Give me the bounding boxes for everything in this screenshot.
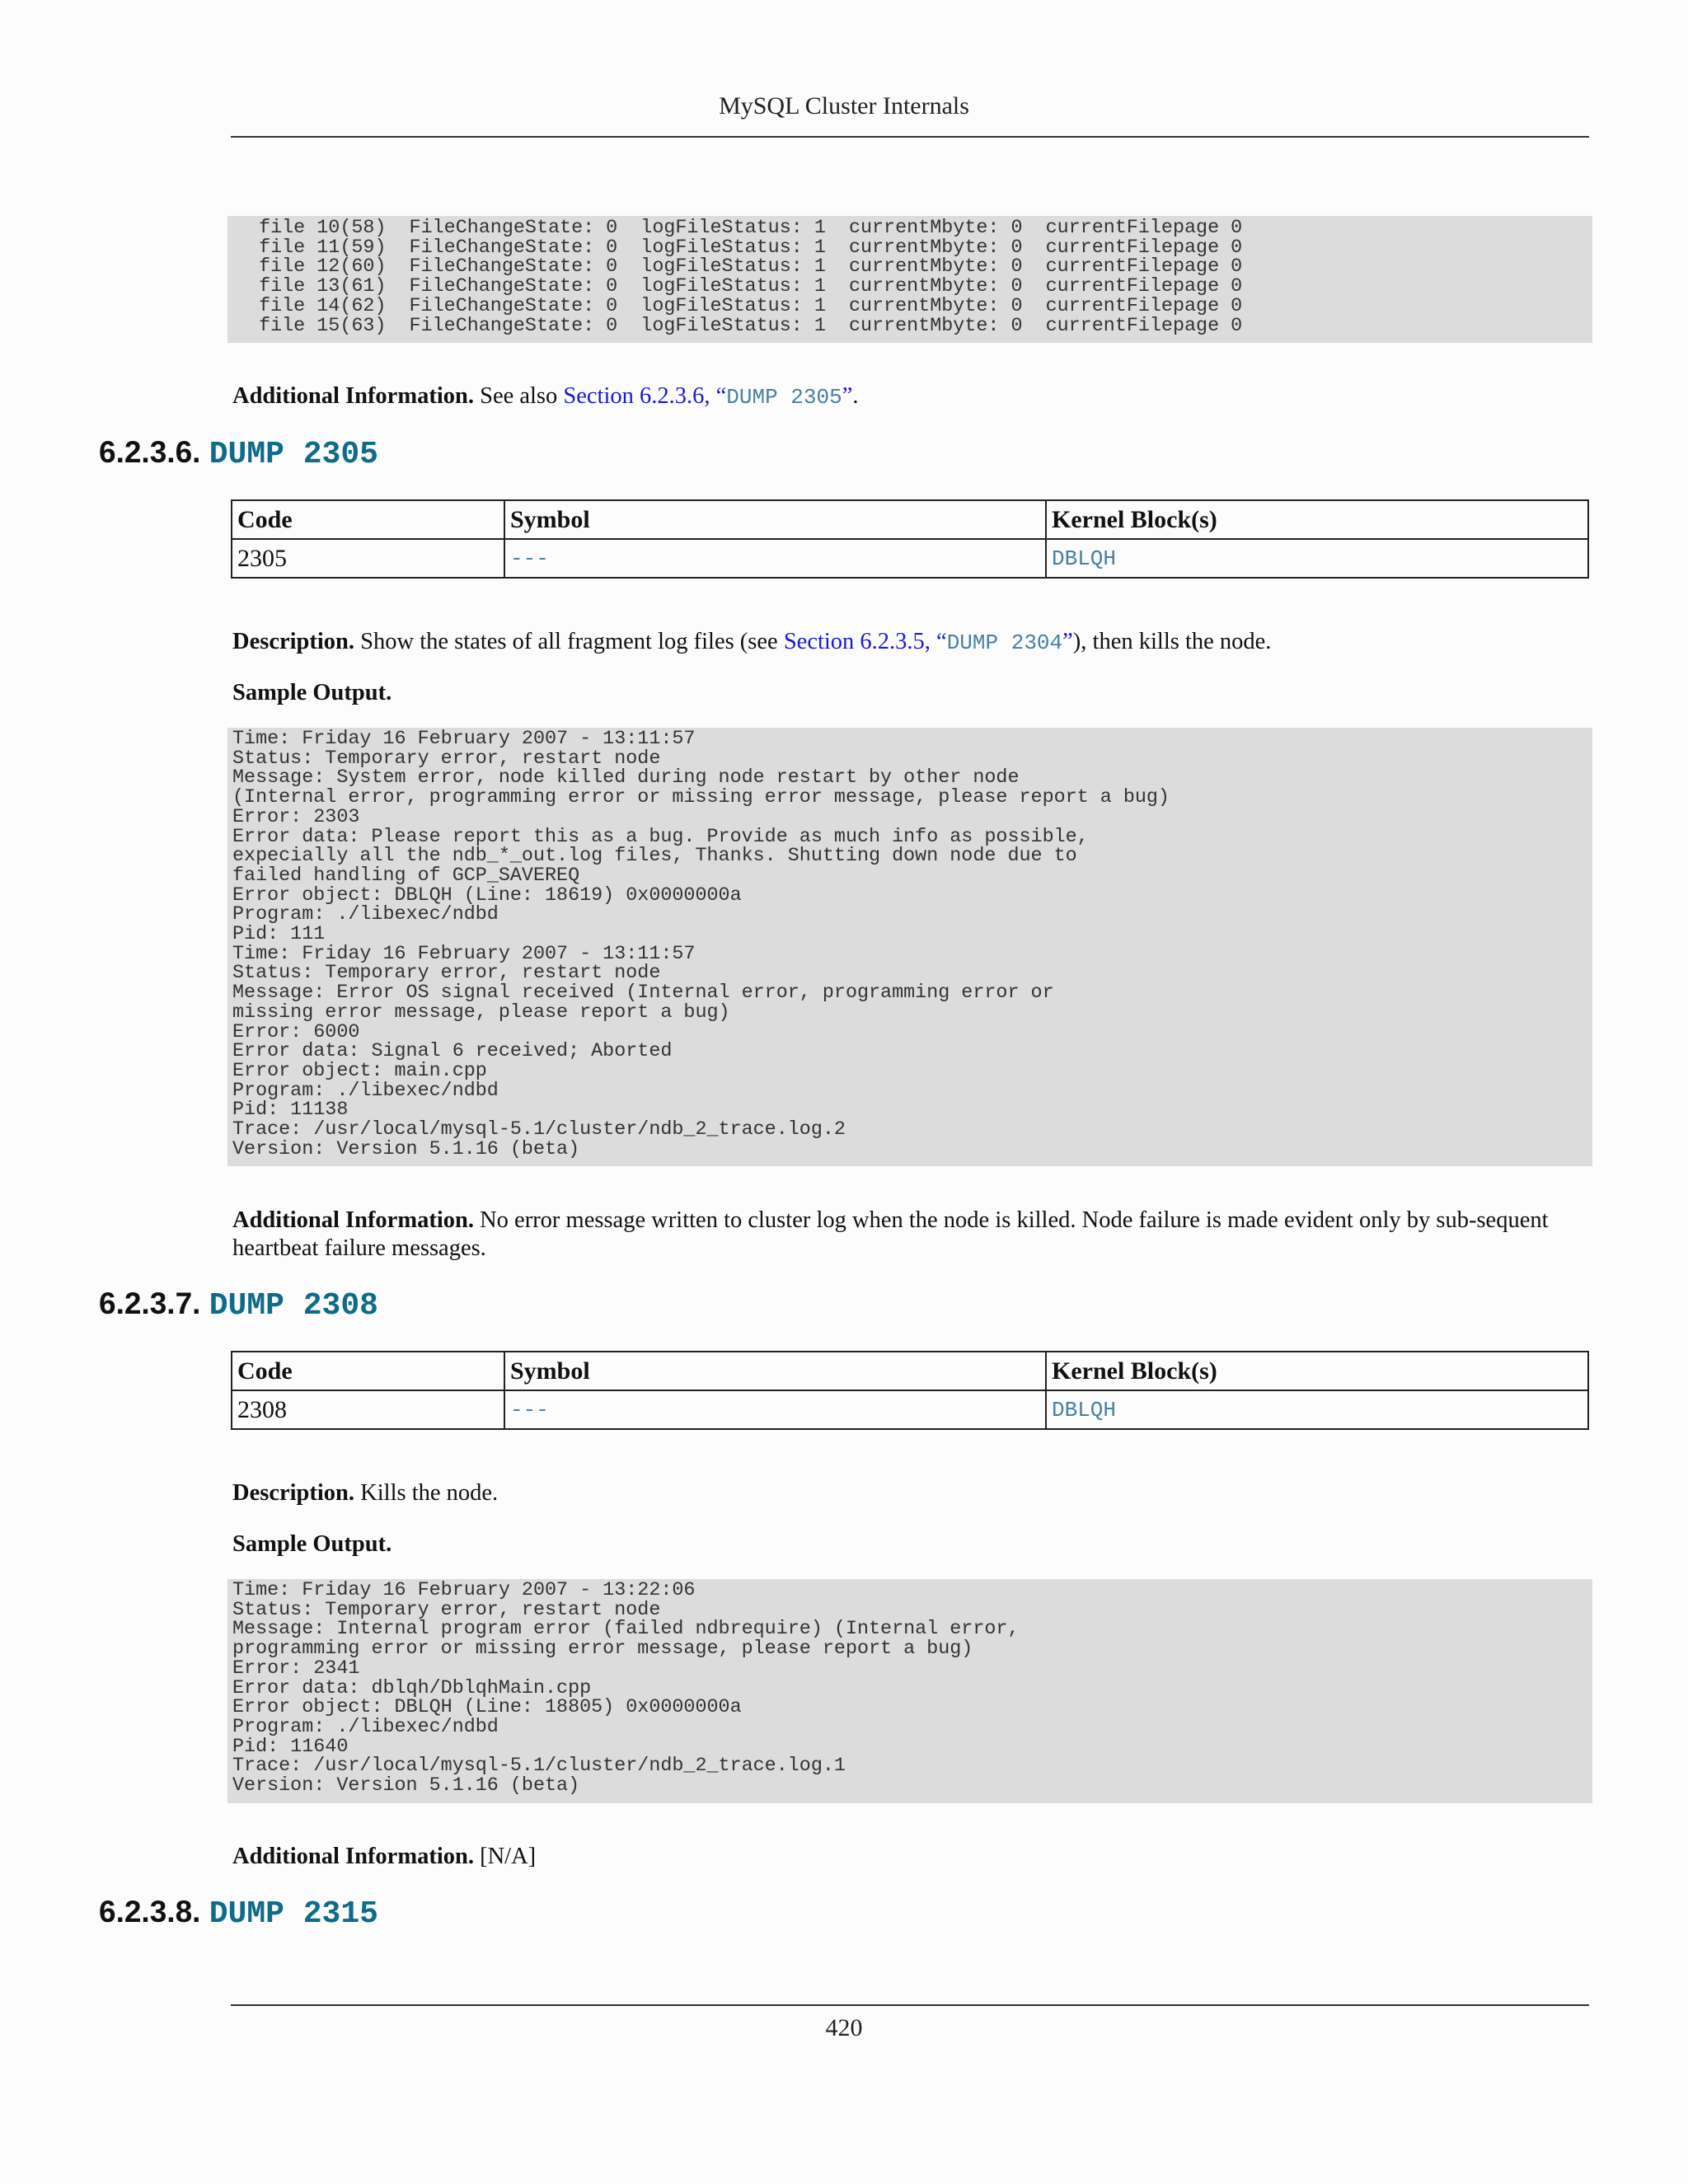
cell-kernel-link[interactable]: DBLQH (1046, 1390, 1588, 1429)
header-code: Code (232, 500, 504, 539)
header-kernel-blocks: Kernel Block(s) (1046, 1352, 1588, 1390)
section-title: DUMP 2305 (209, 437, 378, 472)
section-heading-6-2-3-7 (99, 1286, 378, 1324)
code-block-file-states: file 10(58) FileChangeState: 0 logFileStatus: 1 currentMbyte: 0 currentFilepage 0 file 11(59) FileChangeState: 0 logFileStatus: 1 currentMbyte: 0 currentFilepage 0 file 12(60) FileChangeState: 0 logFileStatus: 1 currentMbyte: 0 currentFilepage 0 file 13(61) FileChangeState: 0 logFileStatus: 1 currentMbyte: 0 currentFilepage 0 file 14(62) FileChangeState: 0 logFileStatus: 1 currentMbyte: 0 currentFilepage 0 file 15(63) FileChangeState: 0 logFileStatus: 1 currentMbyte: 0 currentFilepage 0 (227, 216, 1592, 343)
section-number: 6.2.3.6. (99, 435, 201, 469)
header-symbol: Symbol (504, 1352, 1046, 1390)
section-heading-6-2-3-8 (99, 1895, 378, 1932)
section-heading-6-2-3-6 (99, 435, 378, 472)
description-label: Description. (232, 629, 355, 654)
additional-info-label: Additional Information. (232, 383, 474, 409)
description-paragraph: Description. Kills the node. (232, 1480, 499, 1506)
additional-info-label: Additional Information. (232, 1844, 474, 1869)
table-row (232, 1390, 1588, 1429)
additional-info-paragraph: Additional Information. See also Section 6.2.3.6, “DUMP 2305”. (232, 383, 859, 410)
section-link-dump-2305[interactable]: Section 6.2.3.6, “DUMP 2305” (563, 383, 853, 410)
additional-info-text: No error message written to cluster log when the node is killed. Node failure is made evident only by sub-sequent heartbeat failure messages. (232, 1207, 1549, 1261)
cell-kernel-link[interactable]: DBLQH (1046, 539, 1588, 578)
section-link-dump-2304[interactable]: Section 6.2.3.5, “DUMP 2304” (783, 629, 1073, 655)
section-title: DUMP 2308 (209, 1288, 378, 1324)
table-row (232, 539, 1588, 578)
section-title: DUMP 2315 (209, 1896, 378, 1932)
table-header-row (232, 1352, 1588, 1390)
table-header-row (232, 500, 1588, 539)
cell-code: 2308 (232, 1390, 504, 1429)
dump-reference-table (231, 1351, 1589, 1430)
additional-info-paragraph (232, 1843, 1568, 1871)
additional-info-paragraph (232, 1207, 1568, 1263)
header-rule (231, 136, 1589, 138)
header-symbol: Symbol (504, 500, 1046, 539)
page-number: 420 (825, 2014, 863, 2041)
header-code: Code (232, 1352, 504, 1390)
additional-info-text: See also (473, 383, 564, 409)
sample-output-label: Sample Output. (232, 680, 392, 705)
description-paragraph: Description. Show the states of all fragment log files (see Section 6.2.3.5, “DUMP 2304”), then kills the node. (232, 629, 1272, 655)
cell-symbol-link[interactable]: --- (504, 539, 1046, 578)
additional-info-label: Additional Information. (232, 1207, 474, 1233)
dump-reference-table (231, 499, 1589, 579)
footer-rule (231, 2004, 1589, 2006)
running-header: MySQL Cluster Internals (719, 92, 969, 120)
code-block-sample-output: Time: Friday 16 February 2007 - 13:11:57 Status: Temporary error, restart node Message: System error, node killed during node restart by other node (Internal error, programming error or missing error message, please report a bug) Error: 2303 Error data: Please report this as a bug. Provide as much info as possible, expecially all the ndb_*_out.log files, Thanks. Shutting down node due to failed handling of GCP_SAVEREQ Error object: DBLQH (Line: 18619) 0x0000000a Program: ./libexec/ndbd Pid: 111 Time: Friday 16 February 2007 - 13:11:57 Status: Temporary error, restart node Message: Error OS signal received (Internal error, programming error or missing error message, please report a bug) Error: 6000 Error data: Signal 6 received; Aborted Error object: main.cpp Program: ./libexec/ndbd Pid: 11138 Trace: /usr/local/mysql-5.1/cluster/ndb_2_trace.log.2 Version: Version 5.1.16 (beta) (227, 728, 1592, 1166)
section-number: 6.2.3.8. (99, 1895, 201, 1929)
sample-output-label: Sample Output. (232, 1531, 392, 1557)
section-number: 6.2.3.7. (99, 1286, 201, 1320)
header-kernel-blocks: Kernel Block(s) (1046, 500, 1588, 539)
cell-code: 2305 (232, 539, 504, 578)
cell-symbol-link[interactable]: --- (504, 1390, 1046, 1429)
description-label: Description. (232, 1480, 355, 1506)
additional-info-text: [N/A] (473, 1844, 537, 1869)
code-block-sample-output: Time: Friday 16 February 2007 - 13:22:06 Status: Temporary error, restart node Message: Internal program error (failed ndbrequire) (Internal error, programming error or missing error message, please report a bug) Error: 2341 Error data: dblqh/DblqhMain.cpp Error object: DBLQH (Line: 18805) 0x0000000a Program: ./libexec/ndbd Pid: 11640 Trace: /usr/local/mysql-5.1/cluster/ndb_2_trace.log.1 Version: Version 5.1.16 (beta) (227, 1579, 1592, 1803)
